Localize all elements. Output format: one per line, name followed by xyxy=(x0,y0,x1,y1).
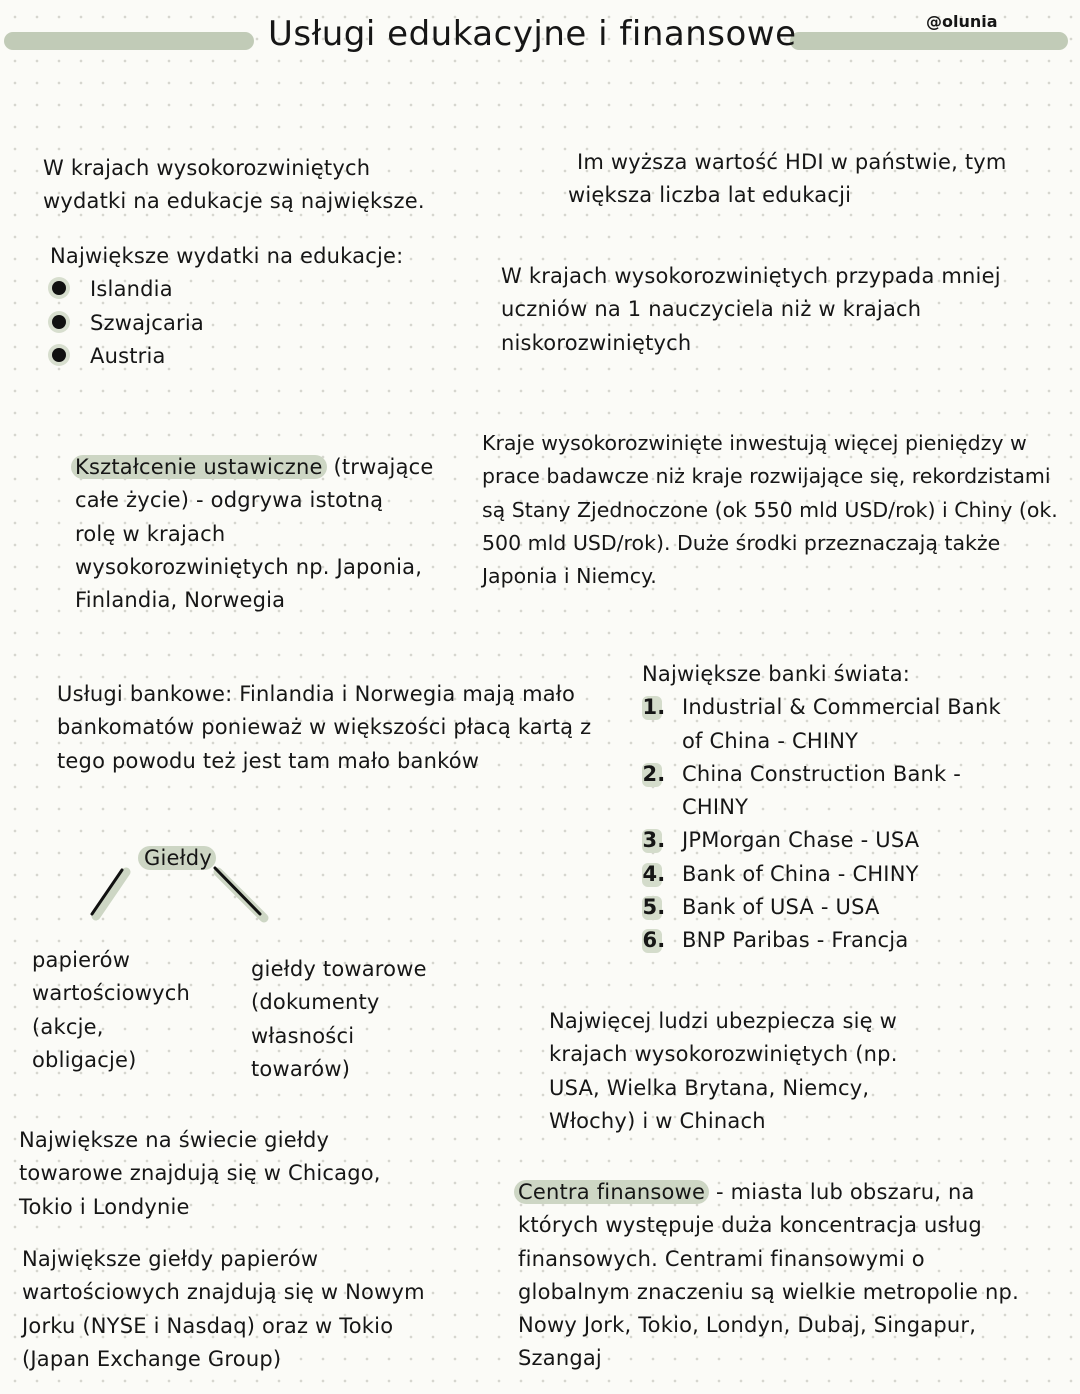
text-line: Szangaj xyxy=(518,1346,602,1371)
text-line: Najwięcej ludzi ubezpiecza się w xyxy=(549,1009,898,1033)
text-line xyxy=(518,1176,1019,1209)
branch-line-shadow xyxy=(96,872,126,916)
banking-note xyxy=(57,678,591,778)
text-line: 500 mld USD/rok). Duże środki przeznaczają także xyxy=(482,530,1001,555)
text-line: CHINY xyxy=(682,795,749,820)
text-line: prace badawcze niż kraje rozwijające się, rekordzistami xyxy=(482,464,1051,489)
list-number: 4. xyxy=(642,858,666,891)
list-item-label: Islandia xyxy=(90,277,173,302)
list-item xyxy=(50,307,403,340)
text-line: uczniów na 1 nauczyciela niż w krajach xyxy=(501,297,922,322)
text-line: BNP Paribas - Francja xyxy=(682,928,909,953)
text-line: których występuje duża koncentracja usług xyxy=(518,1213,982,1238)
text-line: giełdy towarowe xyxy=(251,957,427,981)
research-spending-note xyxy=(482,427,1058,593)
education-spending-note xyxy=(43,152,425,219)
text-line: wydatki na edukacje są największe. xyxy=(43,189,425,214)
text-line: rolę w krajach xyxy=(75,521,226,546)
list-item xyxy=(642,691,1001,758)
list-item-label: Szwajcaria xyxy=(90,310,204,335)
insurance-note xyxy=(549,1005,898,1138)
top-banks-list xyxy=(642,658,1001,958)
text-line: Największe na świecie giełdy xyxy=(19,1128,330,1152)
list-item-label: Austria xyxy=(90,343,166,368)
text-line: papierów xyxy=(32,948,131,972)
financial-centers-note xyxy=(518,1176,1019,1376)
top-spending-list xyxy=(50,240,403,373)
text-line: Włochy) i w Chinach xyxy=(549,1108,766,1133)
list-item xyxy=(642,858,1001,891)
list-number: 3. xyxy=(642,824,666,857)
list-number: 2. xyxy=(642,758,666,791)
text-line: W krajach wysokorozwiniętych przypada mniej xyxy=(501,264,1001,288)
branch-line-right xyxy=(215,868,260,914)
list-item xyxy=(642,891,1001,924)
text-line: Japonia i Niemcy. xyxy=(482,564,657,589)
list-number: 6. xyxy=(642,924,666,957)
list-number: 1. xyxy=(642,691,666,724)
text-line: bankomatów ponieważ w większości płacą kartą z xyxy=(57,715,592,740)
text-line: większa liczba lat edukacji xyxy=(568,183,852,208)
title-bar-right xyxy=(790,32,1068,50)
text-line: finansowych. Centrami finansowymi o xyxy=(518,1246,925,1271)
text-line: (dokumenty xyxy=(251,990,380,1015)
text-line xyxy=(75,451,434,484)
text-line: tego powodu też jest tam mało banków xyxy=(57,748,480,773)
text-line: W krajach wysokorozwiniętych xyxy=(43,156,371,180)
text-line: Jorku (NYSE i Nasdaq) oraz w Tokio xyxy=(22,1313,394,1338)
highlighted-term: Kształcenie ustawiczne xyxy=(71,455,327,479)
text-line: Finlandia, Norwegia xyxy=(75,588,286,613)
text-line: niskorozwiniętych xyxy=(501,330,692,355)
bullet-icon xyxy=(52,281,66,295)
text-line: Usługi bankowe: Finlandia i Norwegia mają mało xyxy=(57,682,576,706)
securities-exchange-branch xyxy=(32,944,190,1077)
list-heading: Największe banki świata: xyxy=(642,662,911,686)
text-line: wartościowych xyxy=(32,981,190,1006)
text-line: of China - CHINY xyxy=(682,728,859,753)
students-per-teacher-note xyxy=(501,260,1001,360)
list-item xyxy=(50,273,403,306)
list-number: 5. xyxy=(642,891,666,924)
text-line: (Japan Exchange Group) xyxy=(22,1346,282,1371)
lifelong-learning-note xyxy=(75,451,434,617)
text-line: własności xyxy=(251,1023,355,1048)
text-line: Nowy Jork, Tokio, Londyn, Dubaj, Singapur, xyxy=(518,1313,977,1338)
text-line: krajach wysokorozwiniętych (np. xyxy=(549,1042,898,1067)
text-line: towarów) xyxy=(251,1056,351,1081)
list-heading: Największe wydatki na edukacje: xyxy=(50,244,404,268)
title-bar-left xyxy=(4,32,254,50)
text-line: Tokio i Londynie xyxy=(19,1194,190,1219)
numbered-list xyxy=(642,691,1001,957)
text-line: (akcje, xyxy=(32,1014,104,1039)
text-line: są Stany Zjednoczone (ok 550 mld USD/rok) i Chiny (ok. xyxy=(482,497,1058,522)
list-item xyxy=(642,758,1001,825)
hdi-note xyxy=(568,146,1007,213)
list-item xyxy=(642,824,1001,857)
bullet-list xyxy=(50,273,403,373)
securities-exchanges-note xyxy=(22,1243,425,1376)
text-line: Im wyższa wartość HDI w państwie, tym xyxy=(577,150,1007,174)
text-line: towarowe znajdują się w Chicago, xyxy=(19,1161,381,1186)
list-item xyxy=(642,924,1001,957)
text-line: wysokorozwiniętych np. Japonia, xyxy=(75,554,423,579)
diagram-root-label: Giełdy xyxy=(144,846,212,870)
bullet-icon xyxy=(52,348,66,362)
text-fragment: - miasta lub obszaru, na xyxy=(709,1180,975,1204)
commodity-exchanges-note xyxy=(19,1124,381,1224)
page-title: Usługi edukacyjne i finansowe xyxy=(268,14,797,54)
text-line: Największe giełdy papierów xyxy=(22,1247,319,1271)
text-line: globalnym znaczeniu są wielkie metropolie np. xyxy=(518,1279,1019,1304)
text-line: JPMorgan Chase - USA xyxy=(682,828,920,853)
text-line: USA, Wielka Brytana, Niemcy, xyxy=(549,1075,870,1100)
bullet-icon xyxy=(52,315,66,329)
text-line: całe życie) - odgrywa istotną xyxy=(75,488,384,513)
text-line: Kraje wysokorozwinięte inwestują więcej pieniędzy w xyxy=(482,431,1027,455)
text-line: Industrial & Commercial Bank xyxy=(682,695,1001,720)
text-line: Bank of China - CHINY xyxy=(682,861,919,886)
text-line: obligacje) xyxy=(32,1047,137,1072)
highlighted-term: Centra finansowe xyxy=(514,1180,709,1204)
text-line: wartościowych znajdują się w Nowym xyxy=(22,1280,425,1305)
text-line: Bank of USA - USA xyxy=(682,895,880,920)
commodity-exchange-branch xyxy=(251,953,427,1086)
text-fragment: (trwające xyxy=(326,455,434,479)
text-line: China Construction Bank - xyxy=(682,761,962,786)
list-item xyxy=(50,340,403,373)
author-handle: @olunia xyxy=(926,12,998,31)
